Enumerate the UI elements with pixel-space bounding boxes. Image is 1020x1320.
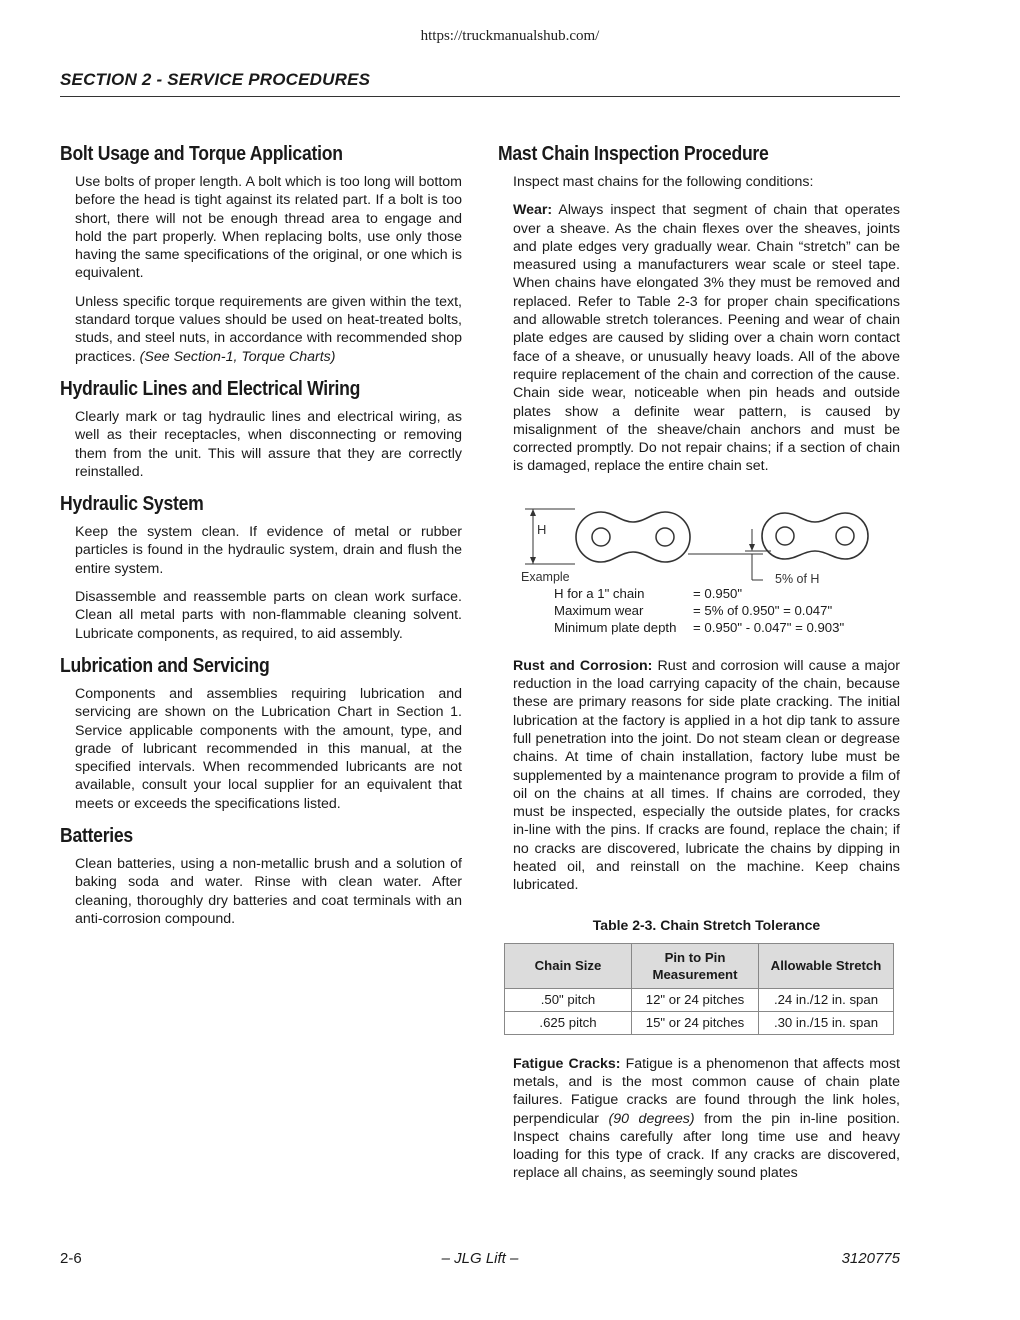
- example-row-3: [554, 619, 845, 635]
- hydraulic-lines-heading: Hydraulic Lines and Electrical Wiring: [60, 377, 361, 400]
- right-column: [498, 143, 900, 1193]
- hydraulic-system-heading: Hydraulic System: [60, 493, 204, 516]
- lubrication-paragraph: Components and assemblies requiring lubrication and servicing are shown on the Lubrication Chart in Section 1. Service applicable components with the amount, type, and grade of lubricant recommended in this manual, at the specified intervals. When recommended lubricants are not available, consult your local supplier for an equivalent that meets or exceeds the specifications listed.: [75, 685, 462, 812]
- table-row: [505, 988, 894, 1011]
- chain-stretch-table: [504, 943, 894, 1035]
- table-cell: .625 pitch: [505, 1011, 632, 1034]
- fatigue-text-b: from the pin in-line position. Inspect chains carefully after long time use and heavy loading for this type of crack. If any cracks are discovered, replace all chains, as seemingly sound plates: [513, 1110, 900, 1182]
- link-hole-1: [592, 528, 610, 546]
- bolt-usage-heading: Bolt Usage and Torque Application: [60, 143, 343, 165]
- example-row-1: [554, 585, 743, 601]
- hydraulic-system-paragraph-1: Keep the system clean. If evidence of metal or rubber particles is found in the hydraulic system, drain and flush the entire system.: [75, 524, 462, 577]
- chain-link-new: [576, 512, 690, 562]
- section-header: SECTION 2 - SERVICE PROCEDURES: [60, 70, 371, 89]
- example-value-2: = 5% of 0.950" = 0.047": [693, 602, 833, 618]
- hydraulic-lines-paragraph: Clearly mark or tag hydraulic lines and electrical wiring, as well as their receptacles, when disconnecting or removing them from the unit. This will assure that they are correctly reinstalled.: [75, 408, 462, 480]
- example-key-3: Minimum plate depth: [554, 619, 677, 635]
- example-label: Example: [521, 569, 570, 584]
- bolt-usage-paragraph-1: Use bolts of proper length. A bolt which is too long will bottom before the head is tight against its related part. If a bolt is too short, there will not be enough thread area to engage and hold the part properly. When replacing bolts, use only those having the same specifications of the original, or one which is equivalent.: [75, 174, 462, 282]
- bolt-usage-text: Unless specific torque requirements are given within the text, standard torque values should be used on heat-treated bolts, studs, and steel nuts, in accordance with recommended shop practices.: [75, 293, 462, 365]
- h-arrow-up: [530, 509, 536, 516]
- page-number: 2-6: [60, 1250, 82, 1267]
- torque-charts-reference: (See Section-1, Torque Charts): [139, 348, 336, 365]
- wear-arrow-head: [749, 544, 755, 551]
- source-url[interactable]: https://truckmanualshub.com/: [420, 28, 600, 44]
- header-pin-to-pin: Pin to Pin Measurement: [632, 943, 759, 988]
- table-cell: 12" or 24 pitches: [632, 988, 759, 1011]
- batteries-heading: Batteries: [60, 825, 133, 848]
- table-cell: .30 in./15 in. span: [759, 1011, 894, 1034]
- rust-label: Rust and Corrosion:: [513, 657, 653, 674]
- five-percent-label: 5% of H: [775, 571, 820, 584]
- example-value-3: = 0.950" - 0.047" = 0.903": [693, 619, 845, 635]
- example-key-2: Maximum wear: [554, 602, 644, 618]
- fatigue-label: Fatigue Cracks:: [513, 1055, 621, 1072]
- footer-center: – JLG Lift –: [441, 1250, 519, 1267]
- wear-text: Always inspect that segment of chain that operates over a sheave. As the chain flexes over the sheaves, joints and plate edges very gradually wear. Chain “stretch” can be measured using a manufacturers wear scale or steel tape. When chains have elongated 3% they must be removed and replaced. Refer to Table 2-3 for proper chain specifications and allowable stretch tolerances. Peening and wear of chain plate edges are caused by sliding over a chain worn contact face of a sheave, or unusually heavy loads. All of the above require replacement of the chain and correction of the cause. Chain side wear, noticeable when pin heads and outside plates show a definite wear pattern, is caused by misalignment of the sheave/chain anchors and must be corrected promptly. Do not repair chains; if a section of chain is damaged, replace the entire chain set.: [513, 202, 900, 475]
- batteries-paragraph: Clean batteries, using a non-metallic brush and a solution of baking soda and water. Rinse with clean water. After cleaning, thoroughly dry batteries and coat terminals with an anti-corrosion compound.: [75, 856, 462, 927]
- h-label: H: [537, 521, 547, 537]
- table-title: Table 2-3. Chain Stretch Tolerance: [592, 916, 821, 933]
- hydraulic-system-paragraph-2: Disassemble and reassemble parts on clean work surface. Clean all metal parts with non-flammable cleaning solvent. Lubricate components, as required, to aid assembly.: [75, 589, 462, 642]
- table-cell: .50" pitch: [505, 988, 632, 1011]
- example-value-1: = 0.950": [693, 585, 743, 601]
- table-row: [505, 1011, 894, 1034]
- header-rule: [60, 96, 900, 97]
- link-hole-3: [776, 527, 794, 545]
- example-row-2: [554, 602, 833, 618]
- header-chain-size: Chain Size: [505, 943, 632, 988]
- fatigue-text-a: Fatigue is a phenomenon that affects most metals, and is the most common cause of chain plate failures. Fatigue cracks are found through the link holes, perpendicular: [513, 1055, 900, 1127]
- lubrication-heading: Lubrication and Servicing: [60, 654, 270, 677]
- h-arrow-down: [530, 557, 536, 564]
- link-hole-4: [836, 527, 854, 545]
- header-allowable-stretch: Allowable Stretch: [759, 943, 894, 988]
- link-hole-2: [656, 528, 674, 546]
- table-cell: 15" or 24 pitches: [632, 1011, 759, 1034]
- example-key-1: H for a 1" chain: [554, 585, 645, 601]
- mast-chain-intro: Inspect mast chains for the following conditions:: [513, 174, 814, 190]
- fatigue-paragraph: [513, 1055, 900, 1183]
- rust-text: Rust and corrosion will cause a major reduction in the load carrying capacity of the chain, because these are primary reasons for side plate cracking. The initial lubrication at the factory is applied in a hot dip tank to assure full penetration into the joint. Do not steam clean or degrease chains. At time of chain installation, factory lube must be supplemented by a maintenance program to provide a film of oil on the chains at all times. If chains are corroded, they must be inspected, especially the outside plates, for cracks in-line with the pins. If cracks are found, replace the chain; if no cracks are discovered, lubricate the chains by dipping in heated oil, and reinstall on the machine. Keep chains lubricated.: [513, 657, 900, 894]
- fatigue-italic: (90 degrees): [608, 1110, 695, 1127]
- left-column: [60, 143, 462, 938]
- table-cell: .24 in./12 in. span: [759, 988, 894, 1011]
- mast-chain-heading: Mast Chain Inspection Procedure: [498, 143, 769, 165]
- chain-link-worn: [762, 513, 868, 559]
- chain-link-illustration: [513, 504, 873, 584]
- rust-paragraph: [513, 657, 900, 895]
- table-header-row: [505, 943, 894, 988]
- bolt-usage-paragraph-2: [75, 293, 462, 366]
- chain-wear-diagram: [513, 504, 900, 639]
- wear-paragraph: [513, 201, 900, 475]
- wear-label: Wear:: [513, 202, 553, 219]
- document-number: 3120775: [841, 1250, 900, 1267]
